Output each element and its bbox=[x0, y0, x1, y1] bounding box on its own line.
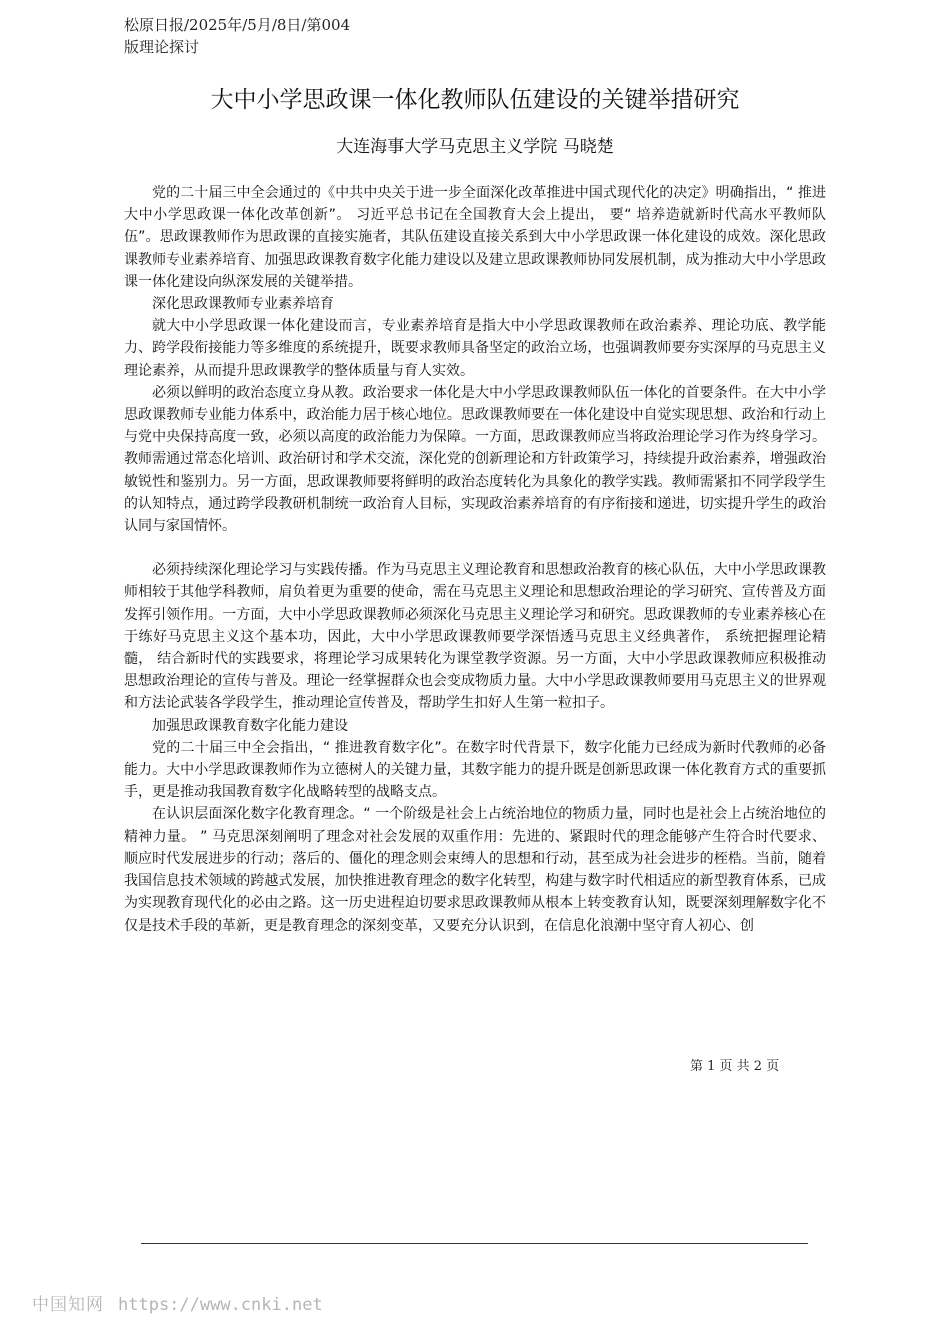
page-number: 第 1 页 共 2 页 bbox=[690, 1059, 780, 1074]
article-title: 大中小学思政课一体化教师队伍建设的关键举措研究 bbox=[210, 87, 740, 113]
source-line-2: 版理论探讨 bbox=[124, 38, 200, 56]
article-body bbox=[124, 182, 826, 937]
section-heading: 加强思政课教育数字化能力建设 bbox=[152, 717, 348, 734]
footer-divider bbox=[141, 1243, 808, 1244]
cnki-watermark bbox=[32, 1293, 392, 1317]
cnki-logo-text: 中国知网 bbox=[32, 1295, 104, 1315]
paragraph: 就大中小学思政课一体化建设而言，专业素养培育是指大中小学思政课教师在政治素养、理论功底、教学能力、跨学段衔接能力等多维度的系统提升，既要求教师具备坚定的政治立场，也强调教师要夯实深厚的马克思主义理论素养，从而提升思政课教学的整体质量与育人实效。 bbox=[124, 318, 826, 379]
paragraph: 党的二十届三中全会通过的《中共中央关于进一步全面深化改革推进中国式现代化的决定》明确指出，“ 推进大中小学思政课一体化改革创新”。 习近平总书记在全国教育大会上提出， 要“ 培养造就新时代高水平教师队伍”。思政课教师作为思政课的直接实施者，其队伍建设直接关系到大中小学思政课一体化建设的成效。深化思政课教师专业素养培育、加强思政课教育数字化能力建设以及建立思政课教师协同发展机制，成为推动大中小学思政课一体化建设向纵深发展的关键举措。 bbox=[124, 185, 826, 290]
source-line-1: 松原日报/2025年/5月/8日/第004 bbox=[124, 16, 351, 34]
paragraph: 在认识层面深化数字化教育理念。“ 一个阶级是社会上占统治地位的物质力量，同时也是社会上占统治地位的精神力量。 ” 马克思深刻阐明了理念对社会发展的双重作用：先进的、紧跟时代的理念能够产生符合时代要求、顺应时代发展进步的行动；落后的、僵化的理念则会束缚人的思想和行动，甚至成为社会进步的桎梏。当前，随着我国信息技术领域的跨越式发展，加快推进教育理念的数字化转型，构建与数字时代相适应的新型教育体系，已成为实现教育现代化的必由之路。这一历史进程迫切要求思政课教师从根本上转变教育认知，既要深刻理解数字化不仅是技术手段的革新，更是教育理念的深刻变革，又要充分认识到，在信息化浪潮中坚守育人初心、创 bbox=[124, 806, 826, 934]
cnki-url: https://www.cnki.net bbox=[118, 1295, 323, 1315]
paragraph: 党的二十届三中全会指出，“ 推进教育数字化”。在数字时代背景下，数字化能力已经成为新时代教师的必备能力。大中小学思政课教师作为立德树人的关键力量，其数字能力的提升既是创新思政课一体化教育方式的重要抓手，更是推动我国教育数字化战略转型的战略支点。 bbox=[124, 739, 826, 801]
article-author: 大连海事大学马克思主义学院 马晓楚 bbox=[336, 137, 614, 157]
paragraph: 必须以鲜明的政治态度立身从教。政治要求一体化是大中小学思政课教师队伍一体化的首要条件。在大中小学思政课教师专业能力体系中，政治能力居于核心地位。思政课教师要在一体化建设中自觉实现思想、政治和行动上与党中央保持高度一致，必须以高度的政治能力为保障。一方面，思政课教师应当将政治理论学习作为终身学习。教师需通过常态化培训、政治研讨和学术交流，深化党的创新理论和方针政策学习，持续提升政治素养，增强政治敏锐性和鉴别力。另一方面，思政课教师要将鲜明的政治态度转化为具象化的教学实践。教师需紧扣不同学段学生的认知特点，通过跨学段教研机制统一政治育人目标，实现政治素养培育的有序衔接和递进，切实提升学生的政治认同与家国情怀。 bbox=[124, 384, 826, 535]
section-heading: 深化思政课教师专业素养培育 bbox=[152, 296, 334, 313]
paragraph: 必须持续深化理论学习与实践传播。作为马克思主义理论教育和思想政治教育的核心队伍，大中小学思政课教师相较于其他学科教师，肩负着更为重要的使命，需在马克思主义理论和思想政治理论的学习研究、宣传普及方面发挥引领作用。一方面，大中小学思政课教师必须深化马克思主义理论学习和研究。思政课教师的专业素养核心在于练好马克思主义这个基本功，因此，大中小学思政课教师要学深悟透马克思主义经典著作， 系统把握理论精髓， 结合新时代的实践要求，将理论学习成果转化为课堂教学资源。另一方面，大中小学思政课教师应积极推动思想政治理论的宣传与普及。理论一经掌握群众也会变成物质力量。大中小学思政课教师要用马克思主义的世界观和方法论武装各学段学生，推动理论宣传普及，帮助学生扣好人生第一粒扣子。 bbox=[124, 562, 826, 712]
newspaper-source bbox=[124, 14, 384, 58]
